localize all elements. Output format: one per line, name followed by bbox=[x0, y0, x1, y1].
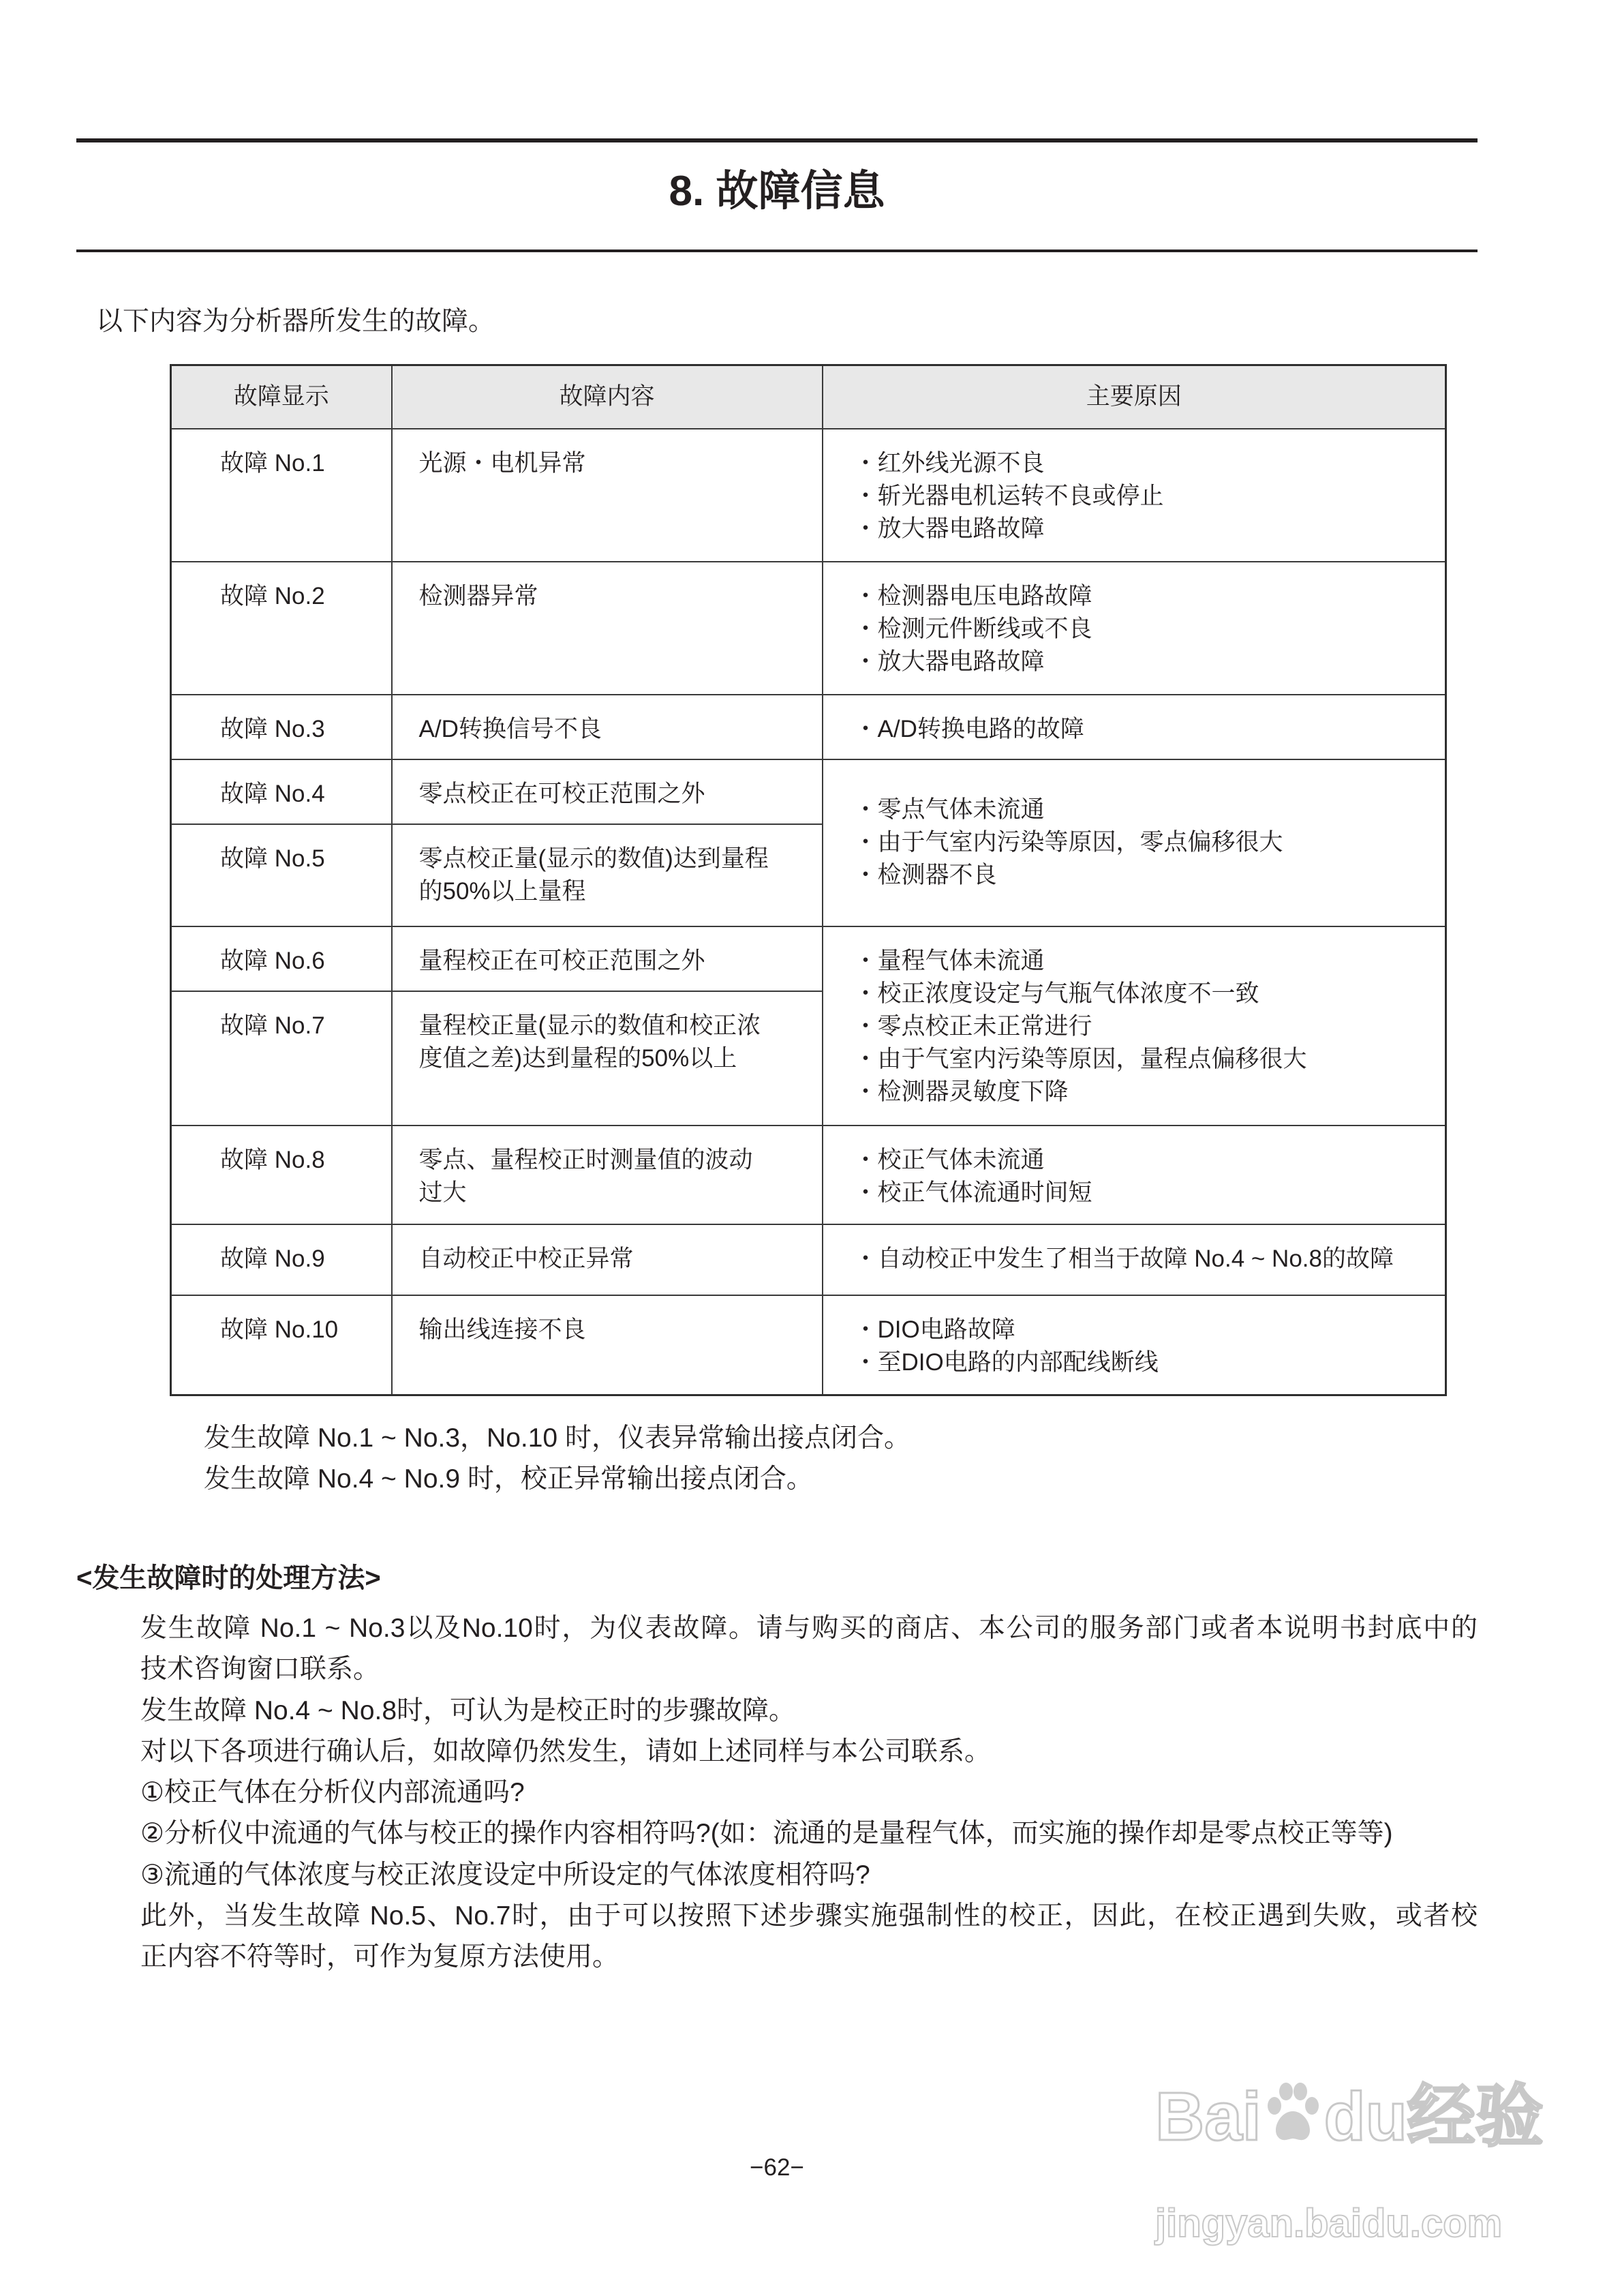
fault-content-line: 光源・电机异常 bbox=[418, 449, 586, 477]
procedure-line: 此外，当发生故障 No.5、No.7时，由于可以按照下述步骤实施强制性的校正，因此，在校正遇到失败，或者校 bbox=[140, 1901, 1478, 1931]
watermark-brand-left: Bai bbox=[1155, 2079, 1261, 2155]
fault-code-cell: 故障 No.6 bbox=[171, 926, 392, 991]
header-fault-display: 故障显示 bbox=[171, 365, 392, 429]
cause-item: ・检测元件断线或不良 bbox=[853, 615, 1092, 642]
fault-content-cell bbox=[392, 562, 823, 695]
fault-table bbox=[170, 364, 1447, 1396]
fault-content-line: 过大 bbox=[418, 1179, 467, 1206]
note-line: 发生故障 No.4 ~ No.9 时，校正异常输出接点闭合。 bbox=[204, 1464, 813, 1494]
fault-content-cell bbox=[392, 695, 823, 759]
watermark-brand-right: du bbox=[1323, 2079, 1407, 2155]
cause-item: ・校正浓度设定与气瓶气体浓度不一致 bbox=[853, 980, 1259, 1007]
cause-item: ・放大器电路故障 bbox=[853, 648, 1045, 675]
fault-content-line: 自动校正中校正异常 bbox=[418, 1245, 634, 1272]
table-header-row bbox=[171, 365, 1446, 429]
header-fault-content: 故障内容 bbox=[392, 365, 823, 429]
fault-content-line: 度值之差)达到量程的50%以上 bbox=[418, 1044, 737, 1072]
fault-code-cell: 故障 No.1 bbox=[171, 429, 392, 562]
fault-content-line: 输出线连接不良 bbox=[418, 1316, 586, 1343]
cause-item: ・由于气室内污染等原因，零点偏移很大 bbox=[853, 829, 1283, 856]
main-cause-cell bbox=[823, 1126, 1446, 1224]
fault-content-cell bbox=[392, 991, 823, 1126]
fault-content-line: 零点、量程校正时测量值的波动 bbox=[418, 1146, 753, 1173]
section-heading: <发生故障时的处理方法> bbox=[76, 1563, 381, 1593]
intro-text: 以下内容为分析器所发生的故障。 bbox=[96, 307, 495, 336]
main-cause-cell bbox=[823, 1224, 1446, 1295]
note-line: 发生故障 No.1 ~ No.3，No.10 时，仪表异常输出接点闭合。 bbox=[204, 1423, 911, 1453]
procedure-line: 发生故障 No.1 ~ No.3以及No.10时，为仪表故障。请与购买的商店、本公司的服务部门或者本说明书封底中的 bbox=[140, 1614, 1478, 1643]
fault-content-line: 检测器异常 bbox=[418, 582, 538, 609]
fault-content-line: A/D转换信号不良 bbox=[418, 715, 602, 742]
cause-item: ・零点校正未正常进行 bbox=[853, 1012, 1092, 1040]
fault-content-line: 量程校正在可校正范围之外 bbox=[418, 947, 705, 974]
fault-content-cell bbox=[392, 1295, 823, 1395]
cause-item: ・零点气体未流通 bbox=[853, 796, 1045, 823]
procedure-text bbox=[140, 1608, 1478, 1978]
page-title: 8. 故障信息 bbox=[669, 168, 885, 215]
procedure-line: 技术咨询窗口联系。 bbox=[140, 1655, 380, 1685]
main-cause-cell bbox=[823, 562, 1446, 695]
table-row bbox=[171, 926, 1446, 991]
fault-code-cell: 故障 No.3 bbox=[171, 695, 392, 759]
fault-code-cell: 故障 No.5 bbox=[171, 824, 392, 926]
fault-code-cell: 故障 No.4 bbox=[171, 759, 392, 824]
procedure-line: 对以下各项进行确认后，如故障仍然发生，请如上述同样与本公司联系。 bbox=[140, 1736, 992, 1766]
checklist-item-2: ②分析仪中流通的气体与校正的操作内容相符吗?(如：流通的是量程气体，而实施的操作却是零点校正等等) bbox=[140, 1819, 1393, 1849]
cause-item: ・检测器灵敏度下降 bbox=[853, 1078, 1069, 1105]
fault-code-cell: 故障 No.8 bbox=[171, 1126, 392, 1224]
cause-item: ・自动校正中发生了相当于故障 No.4 ~ No.8的故障 bbox=[853, 1245, 1394, 1272]
baidu-jingyan-watermark bbox=[1155, 2072, 1544, 2251]
main-cause-cell bbox=[823, 926, 1446, 1126]
cause-item: ・量程气体未流通 bbox=[853, 947, 1045, 974]
cause-item: ・DIO电路故障 bbox=[853, 1316, 1015, 1343]
fault-content-cell bbox=[392, 759, 823, 824]
table-row bbox=[171, 1295, 1446, 1395]
watermark-logo bbox=[1155, 2072, 1544, 2165]
paw-icon bbox=[1264, 2076, 1321, 2165]
fault-code-cell: 故障 No.2 bbox=[171, 562, 392, 695]
fault-content-cell bbox=[392, 1224, 823, 1295]
fault-content-cell bbox=[392, 926, 823, 991]
table-header bbox=[171, 365, 1446, 429]
table-row bbox=[171, 759, 1446, 824]
fault-code-cell: 故障 No.9 bbox=[171, 1224, 392, 1295]
top-rule bbox=[76, 138, 1478, 142]
fault-content-line: 量程校正量(显示的数值和校正浓 bbox=[418, 1012, 761, 1039]
main-cause-cell bbox=[823, 1295, 1446, 1395]
cause-item: ・红外线光源不良 bbox=[853, 449, 1045, 477]
cause-item: ・放大器电路故障 bbox=[853, 515, 1045, 542]
main-cause-cell bbox=[823, 759, 1446, 926]
procedure-line: 正内容不符等时，可作为复原方法使用。 bbox=[140, 1942, 619, 1972]
table-row bbox=[171, 562, 1446, 695]
checklist-item-1: ①校正气体在分析仪内部流通吗? bbox=[140, 1778, 525, 1808]
cause-item: ・斩光器电机运转不良或停止 bbox=[853, 482, 1164, 509]
title-bottom-rule bbox=[76, 250, 1478, 252]
table-row bbox=[171, 1126, 1446, 1224]
table-row bbox=[171, 1224, 1446, 1295]
fault-content-line: 零点校正量(显示的数值)达到量程 bbox=[418, 845, 769, 872]
fault-content-line: 的50%以上量程 bbox=[418, 877, 586, 905]
cause-item: ・检测器电压电路故障 bbox=[853, 582, 1092, 609]
fault-content-line: 零点校正在可校正范围之外 bbox=[418, 780, 705, 807]
output-contact-notes bbox=[204, 1418, 911, 1500]
cause-item: ・至DIO电路的内部配线断线 bbox=[853, 1348, 1159, 1376]
page-number: −62− bbox=[750, 2154, 804, 2181]
main-cause-cell bbox=[823, 695, 1446, 759]
fault-content-cell bbox=[392, 824, 823, 926]
cause-item: ・由于气室内污染等原因，量程点偏移很大 bbox=[853, 1045, 1307, 1072]
cause-item: ・检测器不良 bbox=[853, 862, 997, 888]
checklist-item-3: ③流通的气体浓度与校正浓度设定中所设定的气体浓度相符吗? bbox=[140, 1860, 870, 1890]
table-row bbox=[171, 695, 1446, 759]
table-row bbox=[171, 429, 1446, 562]
cause-item: ・A/D转换电路的故障 bbox=[853, 715, 1084, 742]
watermark-url: jingyan.baidu.com bbox=[1155, 2201, 1503, 2246]
fault-content-cell bbox=[392, 429, 823, 562]
cause-item: ・校正气体流通时间短 bbox=[853, 1179, 1092, 1206]
main-cause-cell bbox=[823, 429, 1446, 562]
header-main-cause: 主要原因 bbox=[823, 365, 1446, 429]
fault-code-cell: 故障 No.10 bbox=[171, 1295, 392, 1395]
fault-code-cell: 故障 No.7 bbox=[171, 991, 392, 1126]
table-body bbox=[171, 429, 1446, 1395]
fault-content-cell bbox=[392, 1126, 823, 1224]
cause-item: ・校正气体未流通 bbox=[853, 1146, 1045, 1173]
procedure-line: 发生故障 No.4 ~ No.8时，可认为是校正时的步骤故障。 bbox=[140, 1695, 796, 1725]
watermark-product: 经验 bbox=[1407, 2079, 1544, 2155]
